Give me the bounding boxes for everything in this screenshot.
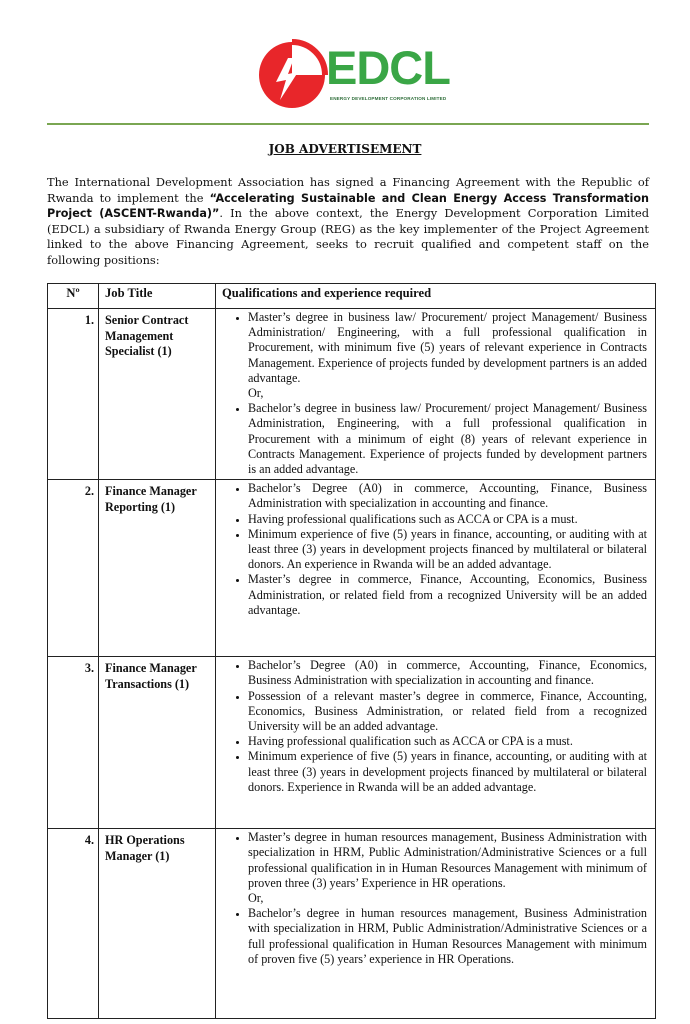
- list-item: • Having professional qualifications such as ACCA or CPA is a must.: [248, 512, 647, 527]
- row-number: 1.: [48, 309, 99, 480]
- intro-text-1: The International Development Association has signed a Financing Agreement with the Republic of Rwanda to implement the: [47, 175, 649, 205]
- list-item: • Bachelor’s Degree (A0) in commerce, Accounting, Finance, Economics, Business Administration with specialization in accounting and finance.: [248, 658, 647, 688]
- column-header-number: Nº: [48, 284, 99, 309]
- row-number: 3.: [48, 657, 99, 829]
- logo-subtitle: ENERGY DEVELOPMENT CORPORATION LIMITED: [330, 96, 447, 101]
- row-number: 2.: [48, 480, 99, 657]
- qualifications-cell: [216, 309, 656, 480]
- list-item: • Bachelor’s Degree (A0) in commerce, Accounting, Finance, Business Administration with specialization in accounting and finance.: [248, 481, 647, 511]
- job-title: Finance Manager Transactions (1): [99, 657, 216, 829]
- or-separator: Or,: [248, 386, 264, 401]
- table-row: [48, 657, 656, 829]
- table-header-row: [48, 284, 656, 309]
- list-item: • Possession of a relevant master’s degree in commerce, Finance, Accounting, Economics, Business Administration, or related field from a recognized University will be an added advantage.: [248, 689, 647, 735]
- qualification-list: [222, 658, 647, 795]
- qualifications-cell: [216, 657, 656, 829]
- edcl-logo: [252, 38, 452, 110]
- qualifications-cell: [216, 829, 656, 1019]
- list-item: • Bachelor’s degree in human resources management, Business Administration with specialization in HRM, Public Administration/Administrative Sciences or a full professional qualification in Human Resources Management with minimum of proven five (5) years’ experience in HR Operations.: [248, 906, 647, 967]
- table-row: [48, 309, 656, 480]
- list-item: • Minimum experience of five (5) years in finance, accounting, or auditing with at least three (3) years in development projects financed by multilateral or bilateral donors. An experience in Rwanda will be an added advantage.: [248, 527, 647, 573]
- qualification-list: [222, 310, 647, 386]
- qualification-list: [222, 906, 647, 967]
- qualification-list: [222, 401, 647, 477]
- qualification-list: [222, 481, 647, 618]
- list-item: • Having professional qualification such as ACCA or CPA is a must.: [248, 734, 647, 749]
- row-number: 4.: [48, 829, 99, 1019]
- list-item: • Master’s degree in commerce, Finance, Accounting, Economics, Business Administration, or related field from a recognized University will be an added advantage.: [248, 572, 647, 618]
- job-title: Finance Manager Reporting (1): [99, 480, 216, 657]
- job-title: HR Operations Manager (1): [99, 829, 216, 1019]
- logo-wordmark: EDCL: [326, 41, 450, 94]
- column-header-job-title: Job Title: [99, 284, 216, 309]
- edcl-logo-mark-icon: [252, 38, 332, 108]
- column-header-qualifications: Qualifications and experience required: [216, 284, 656, 309]
- table-row: [48, 829, 656, 1019]
- or-separator: Or,: [248, 891, 264, 906]
- table-row: [48, 480, 656, 657]
- list-item: • Master’s degree in business law/ Procurement/ project Management/ Business Administration/ Engineering, with a full professional qualification in Procurement, with minimum five (5) years of relevant experience in Contracts Management. Experience of projects funded by development partners is an added advantage.: [248, 310, 647, 386]
- page-title: JOB ADVERTISEMENT: [268, 142, 422, 156]
- qualifications-cell: [216, 480, 656, 657]
- intro-paragraph: [47, 175, 649, 269]
- list-item: • Master’s degree in human resources management, Business Administration with specialization in HRM, Public Administration/Administrative Sciences or a full professional qualification in in Human Resources Management with minimum of proven three (3) years’ Experience in HR operations.: [248, 830, 647, 891]
- positions-table: [47, 283, 656, 1019]
- qualification-list: [222, 830, 647, 891]
- list-item: • Bachelor’s degree in business law/ Procurement/ project Management/ Business Administration, Engineering, with a full professional qualification in Procurement with a minimum of eight (8) years of relevant experience in Contracts Management. Experience of projects funded by development partners is an added advantage.: [248, 401, 647, 477]
- header-divider: [47, 123, 649, 125]
- list-item: • Minimum experience of five (5) years in finance, accounting, or auditing with at least three (3) years in development projects financed by multilateral or bilateral donors. Experience in Rwanda will be an added advantage.: [248, 749, 647, 795]
- intro-text-2: . In the above context, the Energy Development Corporation Limited (EDCL) a subsidiary of Rwanda Energy Group (REG) as the key implementer of the Project Agreement linked to the above Financing Agreement, seeks to recruit qualified and competent staff on the following positions:: [47, 206, 649, 267]
- project-name: “Accelerating Sustainable and Clean Energy Access Transformation Project (ASCENT-Rwanda)”: [47, 191, 649, 221]
- job-title: Senior Contract Management Specialist (1): [99, 309, 216, 480]
